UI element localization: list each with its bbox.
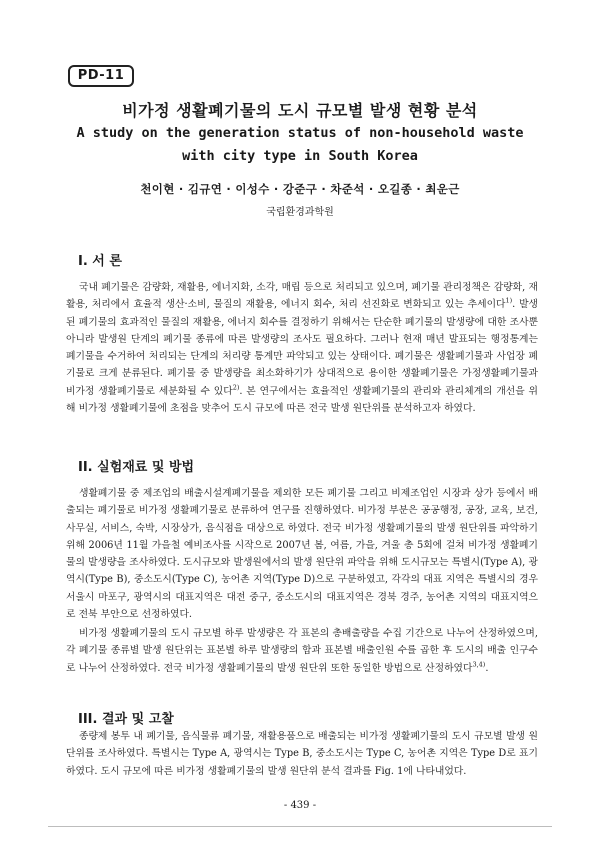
paragraph-methods-1: 생활폐기물 중 제조업의 배출시설계폐기물을 제외한 모든 폐기물 그리고 비제조업인 시장과 상가 등에서 배출되는 폐기물로 비가정 생활폐기물로 분류하여 연구를 진행하였다. 비가정 부분은 공공행정, 공장, 교육, 보건, 사무실, 서비스, 숙박, 시장상가, 음식점을 대상으로 하였다. 전국 비가정 생활폐기물의 발생 원단위를 파악하기 위해 2006년 11월 가을철 예비조사를 시작으로 2007년 봄, 여름, 가을, 겨울 총 5회에 걸쳐 비가정 생활폐기물의 발생량을 조사하였다. 도시규모와 발생원에서의 발생 원단위 파악을 위해 도시규모는 특별시(Type A), 광역시(Type B), 중소도시(Type C), 농어촌 지역(Type D)으로 구분하였고, 각각의 대표 지역은 특별시의 경우 서울시 마포구, 광역시의 대표지역은 대전 중구, 중소도시의 대표지역은 경북 경주, 농어촌 지역의 대표지역으로 전북 부안으로 선정하였다. xyxy=(66,488,538,621)
title-english: A study on the generation status of non-household waste with city type in South Korea xyxy=(76,125,524,164)
section-heading-methods: II. 실험재료 및 방법 xyxy=(78,460,195,475)
affiliation: 국립환경과학원 xyxy=(266,207,334,218)
footer-divider xyxy=(48,826,552,827)
title-korean: 비가정 생활폐기물의 도시 규모별 발생 현황 분석 xyxy=(122,101,478,120)
poster-id-badge: PD-11 xyxy=(68,65,134,87)
section-heading-introduction: I. 서 론 xyxy=(78,254,122,269)
paragraph-methods-2: 비가정 생활폐기물의 도시 규모별 하루 발생량은 각 표본의 총배출량을 수집 기간으로 나누어 산정하였으며, 각 폐기물 종류별 발생 원단위는 표본별 하루 발생량의 합과 표본별 배출인원 수를 곱한 후 도시의 배출 인구수로 나누어 산정하였다. 전국 비가정 생활폐기물의 발생 원단위 또한 동일한 방법으로 산정하였다$^{3,4)}$. xyxy=(66,628,538,674)
paragraph-introduction: 국내 폐기물은 감량화, 재활용, 에너지화, 소각, 매립 등으로 처리되고 있으며, 폐기물 관리정책은 감량화, 재활용, 처리에서 효율적 생산·소비, 물질의 재활용, 에너지 회수, 처리 선진화로 변화되고 있는 추세이다$^{1)}$. 발생된 폐기물의 효과적인 물질의 재활용, 에너지 회수를 결정하기 위해서는 단순한 폐기물의 발생량에 대한 조사뿐 아니라 발생원 단계의 폐기물 종류에 따른 발생량의 조사도 필요하다. 그러나 현재 매년 발표되는 행정통계는 폐기물을 수거하여 처리되는 단계의 처리량 통계만 파악되고 있는 상태이다. 폐기물은 생활폐기물과 사업장 폐기물로 크게 분류된다. 폐기물 중 발생량을 최소화하기가 상대적으로 용이한 생활폐기물은 가정생활폐기물과 비가정 생활폐기물로 세분화될 수 있다$^{2)}$. 본 연구에서는 효율적인 생활폐기물의 관리와 관리체계의 개선을 위해 비가정 생활폐기물에 초점을 맞추어 도시 규모에 따른 전국 발생 원단위를 분석하고자 하였다. xyxy=(66,282,538,415)
section-heading-results: III. 결과 및 고찰 xyxy=(78,712,174,727)
page-number: - 439 - xyxy=(283,800,317,811)
author-list: 천이현 · 김규연 · 이성수 · 강준구 · 차준석 · 오길종 · 최운근 xyxy=(140,182,460,196)
paragraph-results: 종량제 봉투 내 폐기물, 음식물류 폐기물, 재활용품으로 배출되는 비가정 생활폐기물의 도시 규모별 발생 원단위를 조사하였다. 특별시는 Type A, 광역시는 Type B, 중소도시는 Type C, 농어촌 지역은 Type D로 표기하였다. 도시 규모에 따른 비가정 생활폐기물의 발생 원단위 분석 결과를 Fig. 1에 나타내었다. xyxy=(66,731,538,777)
